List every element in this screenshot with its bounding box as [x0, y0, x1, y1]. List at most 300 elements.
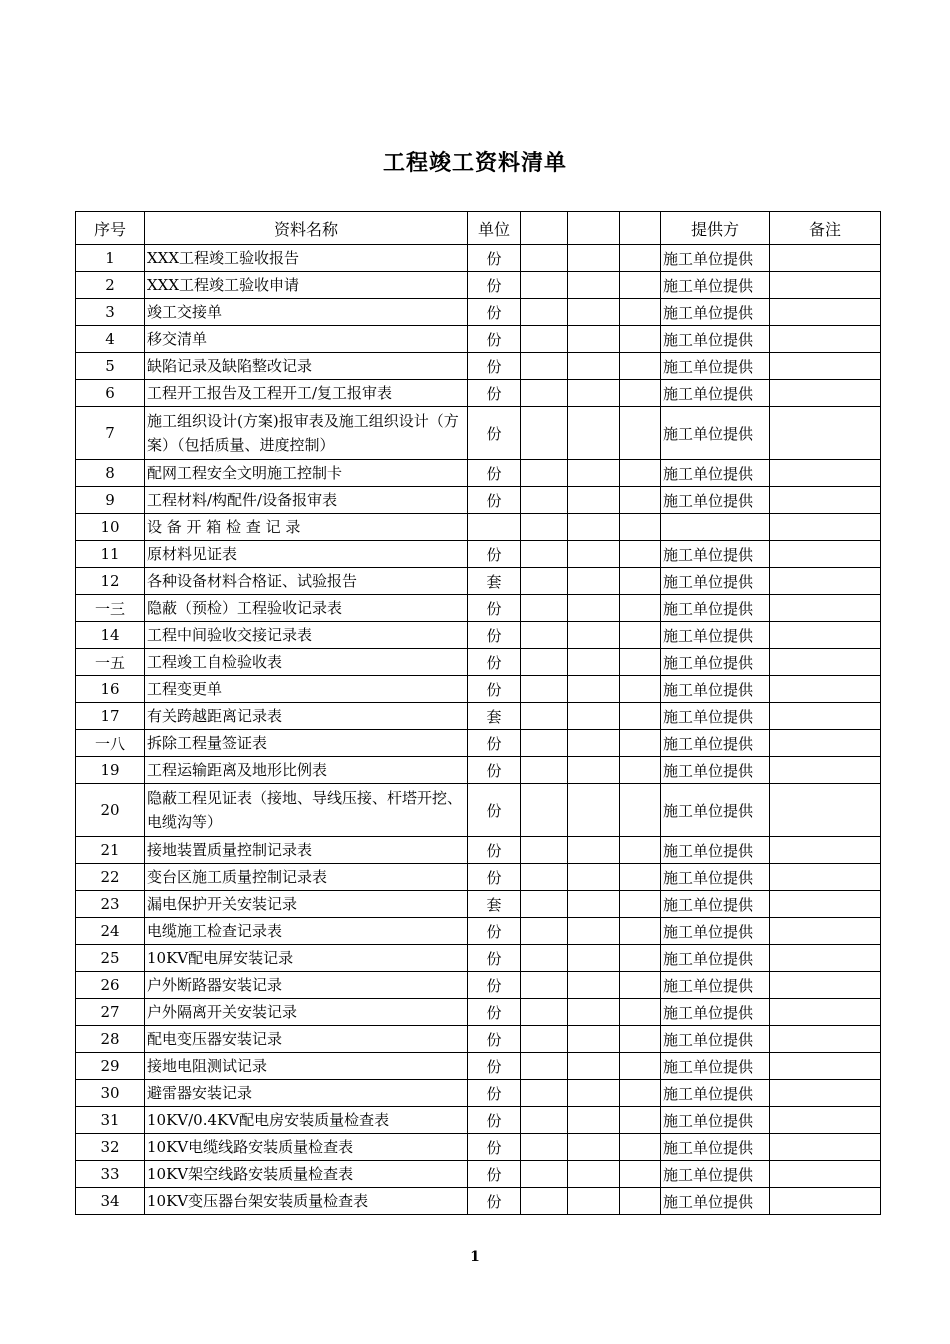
cell-blank	[568, 676, 620, 703]
cell-note	[770, 891, 881, 918]
cell-blank	[568, 730, 620, 757]
cell-blank	[568, 568, 620, 595]
cell-no: 31	[76, 1107, 145, 1134]
cell-name: 工程运输距离及地形比例表	[145, 757, 468, 784]
cell-note	[770, 864, 881, 891]
cell-blank	[568, 380, 620, 407]
cell-blank	[521, 757, 568, 784]
cell-note	[770, 622, 881, 649]
cell-note	[770, 784, 881, 837]
cell-unit: 套	[468, 891, 521, 918]
cell-provider: 施工单位提供	[661, 784, 770, 837]
cell-unit: 份	[468, 245, 521, 272]
table-row	[76, 541, 881, 568]
cell-unit: 份	[468, 918, 521, 945]
cell-note	[770, 1107, 881, 1134]
cell-blank	[568, 972, 620, 999]
cell-blank	[568, 245, 620, 272]
cell-provider: 施工单位提供	[661, 299, 770, 326]
cell-blank	[568, 1161, 620, 1188]
table-row	[76, 703, 881, 730]
cell-note	[770, 487, 881, 514]
cell-blank	[620, 649, 661, 676]
page-number: 1	[470, 1249, 480, 1265]
header-note: 备注	[770, 212, 881, 245]
cell-blank	[620, 1107, 661, 1134]
cell-blank	[568, 353, 620, 380]
cell-no: 7	[76, 407, 145, 460]
cell-note	[770, 703, 881, 730]
cell-blank	[521, 380, 568, 407]
cell-blank	[521, 1026, 568, 1053]
cell-no: 17	[76, 703, 145, 730]
cell-blank	[521, 541, 568, 568]
cell-blank	[620, 784, 661, 837]
cell-note	[770, 1188, 881, 1215]
cell-name: 漏电保护开关安装记录	[145, 891, 468, 918]
cell-blank	[568, 1026, 620, 1053]
cell-name: 隐蔽工程见证表（接地、导线压接、杆塔开挖、电缆沟等）	[145, 784, 468, 837]
cell-name: XXX工程竣工验收申请	[145, 272, 468, 299]
cell-blank	[521, 1080, 568, 1107]
cell-blank	[568, 326, 620, 353]
cell-name: 10KV电缆线路安装质量检查表	[145, 1134, 468, 1161]
table-row	[76, 622, 881, 649]
cell-provider: 施工单位提供	[661, 541, 770, 568]
cell-blank	[620, 999, 661, 1026]
cell-note	[770, 676, 881, 703]
cell-provider: 施工单位提供	[661, 1026, 770, 1053]
cell-no: 3	[76, 299, 145, 326]
cell-blank	[521, 784, 568, 837]
cell-blank	[521, 460, 568, 487]
cell-no: 11	[76, 541, 145, 568]
cell-blank	[568, 487, 620, 514]
cell-note	[770, 407, 881, 460]
table-row	[76, 891, 881, 918]
cell-blank	[521, 891, 568, 918]
cell-blank	[568, 1134, 620, 1161]
cell-blank	[568, 1188, 620, 1215]
cell-blank	[568, 407, 620, 460]
cell-unit: 份	[468, 353, 521, 380]
cell-unit: 份	[468, 326, 521, 353]
cell-name: 配电变压器安装记录	[145, 1026, 468, 1053]
cell-unit: 份	[468, 299, 521, 326]
cell-provider: 施工单位提供	[661, 730, 770, 757]
cell-note	[770, 1053, 881, 1080]
cell-name: 10KV架空线路安装质量检查表	[145, 1161, 468, 1188]
cell-blank	[620, 1080, 661, 1107]
table-row	[76, 1188, 881, 1215]
cell-blank	[620, 272, 661, 299]
cell-blank	[620, 676, 661, 703]
cell-note	[770, 541, 881, 568]
cell-no: 20	[76, 784, 145, 837]
cell-blank	[521, 1161, 568, 1188]
cell-name: 设 备 开 箱 检 查 记 录	[145, 514, 468, 541]
cell-blank	[521, 1188, 568, 1215]
cell-blank	[568, 649, 620, 676]
cell-blank	[620, 1134, 661, 1161]
cell-no: 10	[76, 514, 145, 541]
cell-blank	[521, 407, 568, 460]
cell-blank	[620, 864, 661, 891]
cell-provider: 施工单位提供	[661, 891, 770, 918]
cell-unit: 份	[468, 622, 521, 649]
cell-note	[770, 972, 881, 999]
table-row	[76, 1134, 881, 1161]
cell-blank	[521, 649, 568, 676]
cell-name: 10KV配电屏安装记录	[145, 945, 468, 972]
cell-note	[770, 837, 881, 864]
cell-blank	[521, 837, 568, 864]
cell-provider: 施工单位提供	[661, 918, 770, 945]
cell-no: 21	[76, 837, 145, 864]
header-blank-3	[620, 212, 661, 245]
cell-note	[770, 999, 881, 1026]
cell-provider: 施工单位提供	[661, 1134, 770, 1161]
table-row	[76, 272, 881, 299]
cell-blank	[568, 595, 620, 622]
cell-blank	[568, 918, 620, 945]
cell-name: 工程材料/构配件/设备报审表	[145, 487, 468, 514]
cell-blank	[521, 514, 568, 541]
cell-no: 8	[76, 460, 145, 487]
cell-name: XXX工程竣工验收报告	[145, 245, 468, 272]
cell-no: 30	[76, 1080, 145, 1107]
cell-note	[770, 918, 881, 945]
cell-blank	[620, 945, 661, 972]
cell-note	[770, 649, 881, 676]
table-row	[76, 1053, 881, 1080]
cell-name: 原材料见证表	[145, 541, 468, 568]
cell-note	[770, 1026, 881, 1053]
cell-unit: 份	[468, 972, 521, 999]
table-row	[76, 730, 881, 757]
cell-provider: 施工单位提供	[661, 272, 770, 299]
cell-name: 工程变更单	[145, 676, 468, 703]
cell-unit: 份	[468, 1134, 521, 1161]
cell-name: 各种设备材料合格证、试验报告	[145, 568, 468, 595]
cell-name: 施工组织设计(方案)报审表及施工组织设计（方案）（包括质量、进度控制）	[145, 407, 468, 460]
cell-unit: 份	[468, 1107, 521, 1134]
cell-blank	[568, 514, 620, 541]
cell-note	[770, 595, 881, 622]
cell-unit: 份	[468, 676, 521, 703]
cell-name: 竣工交接单	[145, 299, 468, 326]
cell-no: 一三	[76, 595, 145, 622]
cell-note	[770, 730, 881, 757]
cell-blank	[521, 272, 568, 299]
cell-note	[770, 326, 881, 353]
cell-no: 5	[76, 353, 145, 380]
cell-provider: 施工单位提供	[661, 622, 770, 649]
cell-note	[770, 1161, 881, 1188]
cell-unit: 份	[468, 1161, 521, 1188]
cell-no: 26	[76, 972, 145, 999]
cell-blank	[568, 1107, 620, 1134]
cell-blank	[620, 326, 661, 353]
table-row	[76, 407, 881, 460]
cell-unit: 套	[468, 568, 521, 595]
cell-name: 电缆施工检查记录表	[145, 918, 468, 945]
cell-no: 19	[76, 757, 145, 784]
cell-blank	[521, 487, 568, 514]
cell-unit: 份	[468, 595, 521, 622]
cell-blank	[521, 299, 568, 326]
cell-name: 隐蔽（预检）工程验收记录表	[145, 595, 468, 622]
cell-provider: 施工单位提供	[661, 595, 770, 622]
cell-note	[770, 568, 881, 595]
cell-blank	[521, 568, 568, 595]
cell-blank	[521, 999, 568, 1026]
cell-blank	[620, 972, 661, 999]
cell-blank	[568, 272, 620, 299]
table-row	[76, 837, 881, 864]
cell-provider: 施工单位提供	[661, 1080, 770, 1107]
cell-provider: 施工单位提供	[661, 972, 770, 999]
table-row	[76, 999, 881, 1026]
cell-provider: 施工单位提供	[661, 1053, 770, 1080]
cell-provider: 施工单位提供	[661, 568, 770, 595]
table-row	[76, 918, 881, 945]
cell-name: 缺陷记录及缺陷整改记录	[145, 353, 468, 380]
cell-blank	[620, 918, 661, 945]
cell-name: 户外隔离开关安装记录	[145, 999, 468, 1026]
table-row	[76, 784, 881, 837]
cell-no: 6	[76, 380, 145, 407]
cell-blank	[521, 972, 568, 999]
cell-no: 1	[76, 245, 145, 272]
cell-note	[770, 1080, 881, 1107]
cell-note	[770, 945, 881, 972]
cell-note	[770, 245, 881, 272]
cell-unit: 份	[468, 730, 521, 757]
table-row	[76, 353, 881, 380]
table-row	[76, 972, 881, 999]
cell-no: 2	[76, 272, 145, 299]
table-row	[76, 1080, 881, 1107]
table-row	[76, 568, 881, 595]
cell-blank	[521, 1107, 568, 1134]
cell-blank	[620, 380, 661, 407]
cell-no: 29	[76, 1053, 145, 1080]
cell-name: 户外断路器安装记录	[145, 972, 468, 999]
cell-no: 22	[76, 864, 145, 891]
cell-provider: 施工单位提供	[661, 245, 770, 272]
table-row	[76, 487, 881, 514]
cell-provider: 施工单位提供	[661, 999, 770, 1026]
cell-blank	[521, 326, 568, 353]
cell-unit: 份	[468, 945, 521, 972]
cell-blank	[521, 1053, 568, 1080]
cell-no: 33	[76, 1161, 145, 1188]
table-row	[76, 460, 881, 487]
table-row	[76, 326, 881, 353]
cell-note	[770, 514, 881, 541]
cell-unit: 份	[468, 460, 521, 487]
cell-blank	[620, 541, 661, 568]
cell-name: 工程开工报告及工程开工/复工报审表	[145, 380, 468, 407]
table-row	[76, 380, 881, 407]
table-row	[76, 1107, 881, 1134]
cell-unit: 份	[468, 487, 521, 514]
cell-provider: 施工单位提供	[661, 649, 770, 676]
cell-name: 接地装置质量控制记录表	[145, 837, 468, 864]
cell-blank	[620, 353, 661, 380]
cell-name: 接地电阻测试记录	[145, 1053, 468, 1080]
cell-name: 拆除工程量签证表	[145, 730, 468, 757]
cell-no: 23	[76, 891, 145, 918]
cell-provider: 施工单位提供	[661, 1107, 770, 1134]
cell-unit: 份	[468, 1080, 521, 1107]
cell-name: 10KV变压器台架安装质量检查表	[145, 1188, 468, 1215]
cell-blank	[620, 595, 661, 622]
cell-name: 避雷器安装记录	[145, 1080, 468, 1107]
table-row	[76, 676, 881, 703]
cell-blank	[521, 945, 568, 972]
cell-unit: 份	[468, 864, 521, 891]
cell-provider: 施工单位提供	[661, 1161, 770, 1188]
cell-blank	[521, 676, 568, 703]
cell-blank	[568, 945, 620, 972]
table-row	[76, 864, 881, 891]
cell-note	[770, 1134, 881, 1161]
cell-unit: 份	[468, 649, 521, 676]
cell-unit: 份	[468, 541, 521, 568]
cell-blank	[620, 730, 661, 757]
cell-blank	[620, 1188, 661, 1215]
cell-no: 14	[76, 622, 145, 649]
cell-blank	[568, 299, 620, 326]
header-provider: 提供方	[661, 212, 770, 245]
cell-blank	[620, 1161, 661, 1188]
cell-blank	[620, 299, 661, 326]
cell-unit: 份	[468, 1026, 521, 1053]
cell-no: 12	[76, 568, 145, 595]
cell-unit: 份	[468, 837, 521, 864]
cell-provider	[661, 514, 770, 541]
header-name: 资料名称	[145, 212, 468, 245]
cell-no: 一八	[76, 730, 145, 757]
cell-provider: 施工单位提供	[661, 757, 770, 784]
cell-blank	[620, 568, 661, 595]
table-row	[76, 245, 881, 272]
cell-blank	[521, 595, 568, 622]
cell-provider: 施工单位提供	[661, 460, 770, 487]
table-row	[76, 1161, 881, 1188]
cell-provider: 施工单位提供	[661, 676, 770, 703]
cell-no: 28	[76, 1026, 145, 1053]
cell-blank	[620, 891, 661, 918]
header-blank-1	[521, 212, 568, 245]
cell-no: 16	[76, 676, 145, 703]
table-row	[76, 649, 881, 676]
cell-name: 配网工程安全文明施工控制卡	[145, 460, 468, 487]
cell-provider: 施工单位提供	[661, 837, 770, 864]
cell-no: 4	[76, 326, 145, 353]
cell-provider: 施工单位提供	[661, 407, 770, 460]
cell-blank	[568, 622, 620, 649]
cell-blank	[620, 514, 661, 541]
cell-provider: 施工单位提供	[661, 380, 770, 407]
cell-blank	[620, 703, 661, 730]
cell-unit: 份	[468, 407, 521, 460]
table-row	[76, 514, 881, 541]
header-blank-2	[568, 212, 620, 245]
cell-blank	[620, 622, 661, 649]
cell-note	[770, 460, 881, 487]
cell-blank	[521, 730, 568, 757]
cell-provider: 施工单位提供	[661, 353, 770, 380]
cell-blank	[620, 487, 661, 514]
cell-unit: 套	[468, 703, 521, 730]
cell-blank	[568, 864, 620, 891]
cell-no: 34	[76, 1188, 145, 1215]
table-row	[76, 757, 881, 784]
cell-name: 移交清单	[145, 326, 468, 353]
table-row	[76, 1026, 881, 1053]
cell-provider: 施工单位提供	[661, 1188, 770, 1215]
cell-provider: 施工单位提供	[661, 487, 770, 514]
cell-provider: 施工单位提供	[661, 326, 770, 353]
cell-note	[770, 299, 881, 326]
table-header-row	[76, 212, 881, 245]
cell-blank	[568, 999, 620, 1026]
cell-note	[770, 272, 881, 299]
cell-blank	[521, 864, 568, 891]
cell-blank	[620, 460, 661, 487]
cell-name: 有关跨越距离记录表	[145, 703, 468, 730]
cell-name: 工程竣工自检验收表	[145, 649, 468, 676]
cell-unit: 份	[468, 757, 521, 784]
header-no: 序号	[76, 212, 145, 245]
document-list-table	[75, 211, 881, 1215]
cell-blank	[620, 1053, 661, 1080]
cell-blank	[568, 891, 620, 918]
cell-unit: 份	[468, 380, 521, 407]
cell-blank	[568, 1053, 620, 1080]
cell-provider: 施工单位提供	[661, 945, 770, 972]
cell-blank	[568, 703, 620, 730]
cell-blank	[568, 784, 620, 837]
cell-blank	[568, 1080, 620, 1107]
cell-no: 25	[76, 945, 145, 972]
table-row	[76, 595, 881, 622]
cell-blank	[620, 757, 661, 784]
cell-blank	[620, 245, 661, 272]
cell-no: 27	[76, 999, 145, 1026]
table-row	[76, 945, 881, 972]
cell-blank	[521, 918, 568, 945]
cell-note	[770, 380, 881, 407]
cell-blank	[568, 837, 620, 864]
cell-unit: 份	[468, 1053, 521, 1080]
cell-blank	[521, 622, 568, 649]
cell-blank	[521, 245, 568, 272]
cell-blank	[568, 757, 620, 784]
cell-unit: 份	[468, 784, 521, 837]
cell-no: 24	[76, 918, 145, 945]
cell-blank	[521, 353, 568, 380]
cell-blank	[620, 407, 661, 460]
cell-no: 32	[76, 1134, 145, 1161]
cell-note	[770, 757, 881, 784]
cell-name: 工程中间验收交接记录表	[145, 622, 468, 649]
cell-provider: 施工单位提供	[661, 864, 770, 891]
cell-blank	[568, 541, 620, 568]
